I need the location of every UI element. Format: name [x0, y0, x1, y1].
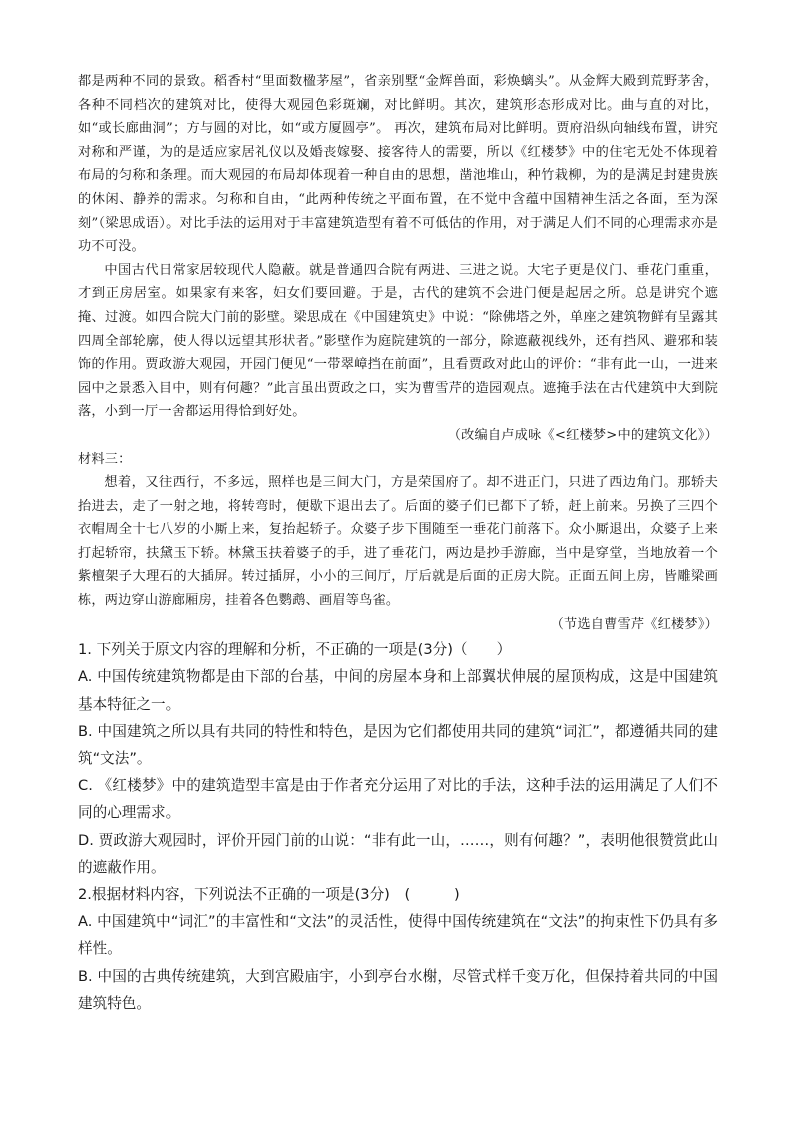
question-2-option-b: B. 中国的古典传统建筑，大到宫殿庙宇，小到亭台水榭，尽管式样千变万化，但保持着共同的中国建筑特色。	[78, 967, 718, 1012]
material-three-source: （节选自曹雪芹《红楼梦》）	[550, 616, 718, 632]
question-1-option-c: C. 《红楼梦》中的建筑造型丰富是由于作者充分运用了对比的手法，这种手法的运用满足了人们不同的心理需求。	[78, 777, 718, 822]
exam-page	[78, 70, 718, 1017]
question-1-option-b: B. 中国建筑之所以具有共同的特性和特色，是因为它们都使用共同的建筑“词汇”，都遵循共同的建筑“文法”。	[78, 722, 718, 768]
question-2-stem: 2.根据材料内容，下列说法不正确的一项是(3分) ( )	[78, 886, 460, 904]
question-1-stem: 1. 下列关于原文内容的理解和分析，不正确的一项是(3分)（ ）	[78, 641, 512, 659]
question-1-option-d: D. 贾政游大观园时，评价开园门前的山说：“非有此一山，……，则有何趣？”，表明他很赞赏此山的遮蔽作用。	[78, 831, 718, 876]
material-two-paragraph: 都是两种不同的景致。稻香村“里面数楹茅屋”，省亲别墅“金辉兽面，彩焕螭头”。从金辉大殿到荒野茅舍，各种不同档次的建筑对比，使得大观园色彩斑斓，对比鲜明。其次，建筑形态形成对比。曲与直的对比，如“或长廊曲洞”；方与圆的对比，如“或方厦圆亭”。 再次，建筑布局对比鲜明。贾府沿纵向轴线布置，讲究对称和严谨，为的是适应家居礼仪以及婚丧嫁娶、接客待人的需要，所以《红楼梦》中的住宅无处不体现着布局的匀称和条理。而大观园的布局却体现着一种自由的思想，凿池堆山，种竹栽柳，为的是满足封建贵族的休闲、静养的需求。匀称和自由，“此两种传统之平面布置，在不觉中含蕴中国精神生活之各面，至为深刻”（梁思成语）。对比手法的运用对于丰富建筑造型有着不可低估的作用，对于满足人们不同的心理需求亦是功不可没。	[78, 74, 718, 255]
material-three-paragraph: 想着，又往西行，不多远，照样也是三间大门，方是荣国府了。却不进正门，只进了西边角门。那轿夫抬进去，走了一射之地，将转弯时，便歇下退出去了。后面的婆子们已都下了轿，赶上前来。另换了三四个衣帽周全十七八岁的小厮上来，复抬起轿子。众婆子步下围随至一垂花门前落下。众小厮退出，众婆子上来打起轿帘，扶黛玉下轿。林黛玉扶着婆子的手，进了垂花门，两边是抄手游廊，当中是穿堂，当地放着一个紫檀架子大理石的大插屏。转过插屏，小小的三间厅，厅后就是后面的正房大院。正面五间上房，皆雕梁画栋，两边穿山游廊厢房，挂着各色鹦鹉、画眉等鸟雀。	[78, 475, 718, 609]
questions	[78, 636, 718, 1017]
material-three-label: 材料三：	[78, 451, 132, 467]
material-two-continued	[78, 70, 718, 636]
material-two-paragraph: 中国古代日常家居较现代人隐蔽。就是普通四合院有两进、三进之说。大宅子更是仪门、垂花门重重，才到正房居室。如果家有来客，妇女们要回避。于是，古代的建筑不会进门便是起居之所。总是讲究个遮掩、过渡。如四合院大门前的影壁。梁思成在《中国建筑史》中说：“除佛塔之外，单座之建筑物鲜有呈露其四周全部轮廓，使人得以远望其形状者。”影壁作为庭院建筑的一部分，除遮蔽视线外，还有挡风、避邪和装饰的作用。贾政游大观园，开园门便见“一带翠嶂挡在前面”，且看贾政对此山的评价：“非有此一山，一进来园中之景悉入目中，则有何趣？”此言虽出贾政之口，实为曹雪芹的造园观点。遮掩手法在古代建筑中大到院落，小到一厅一舍都运用得恰到好处。	[78, 262, 718, 420]
material-two-source: （改编自卢成咏《<红楼梦>中的建筑文化》）	[447, 427, 718, 443]
question-1-option-a: A. 中国传统建筑物都是由下部的台基，中间的房屋本身和上部翼状伸展的屋顶构成，这是中国建筑基本特征之一。	[78, 668, 718, 713]
question-2-option-a: A. 中国建筑中“词汇”的丰富性和“文法”的灵活性，使得中国传统建筑在“文法”的拘束性下仍具有多样性。	[78, 913, 718, 958]
